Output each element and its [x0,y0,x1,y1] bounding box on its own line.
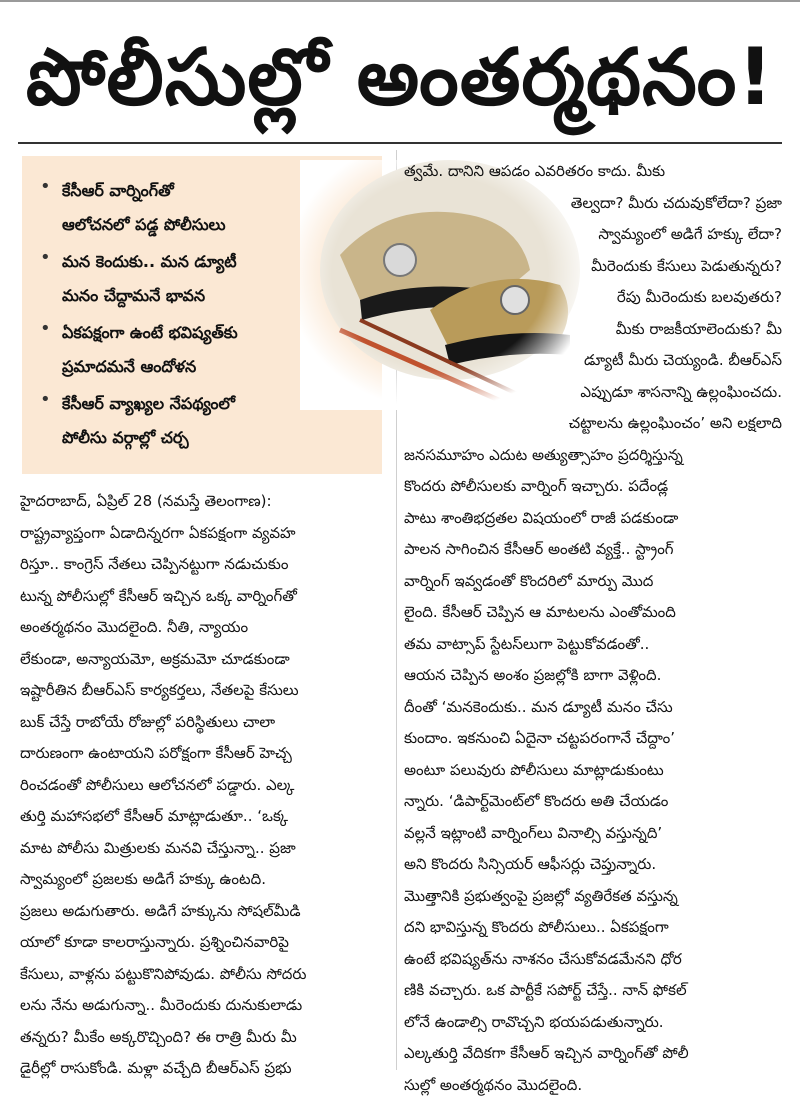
headline-rule [18,142,782,144]
text-line: త్వమే. దానిని ఆపడం ఎవరితరం కాదు. మీకు [404,156,782,188]
highlight-line: మన కెందుకు.. మన డ్యూటీ [62,245,382,279]
text-line: రిస్తూ.. కాంగ్రెస్ నేతలు చెప్పినట్టుగా నడుచుకుం [20,549,392,581]
text-line: తుర్తి మహాసభలో కేసీఆర్ మాట్లాడుతూ.. ‘ఒక్క [20,801,392,833]
dateline: హైదరాబాద్, ఏప్రిల్ 28 (నమస్తే తెలంగాణ): [20,486,392,518]
text-line: డ్యూటీ మీరు చెయ్యండి. బీఆర్ఎస్ [404,345,782,377]
highlight-line: ప్రమాదమనే ఆందోళన [62,350,382,384]
text-line: వల్లనే ఇట్లాంటి వార్నింగ్‌లు వినాల్సి వస్తున్నది’ [404,818,782,850]
text-line: ఇష్టారీతిన బీఆర్ఎస్ కార్యకర్తలు, నేతలపై కేసులు [20,675,392,707]
text-line: లను నేను అడుగున్నా.. మీరెందుకు దునుకులాడు [20,990,392,1022]
highlight-line: పోలీసు వర్గాల్లో చర్చ [62,421,382,455]
text-line: ఆయన చెప్పిన అంశం ప్రజల్లోకి బాగా వెళ్లింది. [404,660,782,692]
text-line: తమ వాట్సాప్ స్టేటస్‌లుగా పెట్టుకోవడంతో.. [404,629,782,661]
text-line: తన్నరు? మీకేం అక్కరొచ్చింది? ఈ రాత్రి మీరు మీ [20,1022,392,1054]
text-line: యాలో కూడా కాలరాస్తున్నారు. ప్రశ్నించినవారిపై [20,927,392,959]
article-column-right [404,156,782,1101]
text-line: లేకుండా, అన్యాయమో, అక్రమమో చూడకుండా [20,644,392,676]
bullet-icon: • [40,389,51,410]
text-line: డైరీల్లో రాసుకోండి. మళ్లా వచ్చేది బీఆర్ఎస్ ప్రభు [20,1053,392,1085]
highlight-line: కేసీఆర్ వార్నింగ్‌తో [62,174,382,208]
text-line: ఎప్పుడూ శాసనాన్ని ఉల్లంఘించదు. [404,377,782,409]
text-line: చట్టాలను ఉల్లంఘించం’ అని లక్షలాది [404,408,782,440]
bullet-icon: • [40,247,51,268]
text-line: పాటు శాంతిభద్రతల విషయంలో రాజీ పడకుండా [404,503,782,535]
text-line: మాట పోలీసు మిత్రులకు మనవి చేస్తున్నా.. ప్రజా [20,833,392,865]
text-line: అంతర్మథనం మొదలైంది. నీతి, న్యాయం [20,612,392,644]
text-line: పాలన సాగించిన కేసీఆర్ అంతటి వ్యక్తే.. స్ట్రాంగ్ [404,534,782,566]
text-line: అని కొందరు సిన్సియర్ ఆఫీసర్లు చెప్తున్నారు. [404,849,782,881]
text-line: దారుణంగా ఉంటాయని పరోక్షంగా కేసీఆర్ హెచ్చ [20,738,392,770]
text-line: జనసమూహం ఎదుట అత్యుత్సాహం ప్రదర్శిస్తున్న [404,440,782,472]
text-line: దని భావిస్తున్న కొందరు పోలీసులు.. ఏకపక్షంగా [404,912,782,944]
text-line: మొత్తానికి ప్రభుత్వంపై ప్రజల్లో వ్యతిరేకత వస్తున్న [404,881,782,913]
text-line: రేపు మీరెందుకు బలవుతరు? [404,282,782,314]
text-line: అంటూ పలువురు పోలీసులు మాట్లాడుకుంటు [404,755,782,787]
bullet-icon: • [40,176,51,197]
highlight-line: ఆలోచనలో పడ్డ పోలీసులు [62,208,382,242]
text-line: లోనే ఉండాల్సి రావొచ్చని భయపడుతున్నారు. [404,1007,782,1039]
text-line: సుల్లో అంతర్మథనం మొదలైంది. [404,1070,782,1101]
bullet-icon: • [40,318,51,339]
text-line: కొందరు పోలీసులకు వార్నింగ్ ఇచ్చారు. పదేండ్ల [404,471,782,503]
text-line: కుందాం. ఇకనుంచి ఏదైనా చట్టపరంగానే చేద్దాం’ [404,723,782,755]
text-line: మీరెందుకు కేసులు పెడుతున్నరు? [404,251,782,283]
text-line: వార్నింగ్ ఇవ్వడంతో కొందరిలో మార్పు మొద [404,566,782,598]
text-line: ఎల్కతుర్తి వేదికగా కేసీఆర్ ఇచ్చిన వార్నింగ్‌తో పోలీ [404,1038,782,1070]
highlight-line: కేసీఆర్ వ్యాఖ్యల నేపథ్యంలో [62,387,382,421]
text-line: స్వామ్యంలో ప్రజలకు అడిగే హక్కు ఉంటది. [20,864,392,896]
text-line: న్నారు. ‘డిపార్ట్‌మెంట్‌లో కొందరు అతి చేయడం [404,786,782,818]
highlight-line: ఏకపక్షంగా ఉంటే భవిష్యత్‌కు [62,316,382,350]
text-line: మీకు రాజకీయాలెందుకు? మీ [404,314,782,346]
text-line: బుక్ చేస్తే రాబోయే రోజుల్లో పరిస్థితులు చాలా [20,707,392,739]
text-line: స్వామ్యంలో అడిగే హక్కు లేదా? [404,219,782,251]
text-line: ఉంటే భవిష్యత్‌ను నాశనం చేసుకోవడమేనని ధోర [404,944,782,976]
text-line: టున్న పోలీసుల్లో కేసీఆర్ ఇచ్చిన ఒక్క వార్నింగ్‌తో [20,581,392,613]
top-rule [0,0,800,2]
highlight-line: మనం చేద్దామనే భావన [62,279,382,313]
text-line: రాష్ట్రవ్యాప్తంగా ఏడాదిన్నరగా ఏకపక్షంగా వ్యవహ [20,518,392,550]
text-line: లైంది. కేసీఆర్ చెప్పిన ఆ మాటలను ఎంతోమంది [404,597,782,629]
text-line: రించడంతో పోలీసులు ఆలోచనలో పడ్డారు. ఎల్క [20,770,392,802]
headline: పోలీసుల్లో అంతర్మథనం! [0,18,800,138]
article-column-left [20,486,392,1085]
text-line: తెల్వదా? మీరు చదువుకోలేదా? ప్రజా [404,188,782,220]
text-line: దీంతో ‘మనకెందుకు.. మన డ్యూటీ మనం చేసు [404,692,782,724]
text-line: ప్రజలు అడుగుతారు. అడిగే హక్కును సోషల్‌మీడి [20,896,392,928]
text-line: ణికి వచ్చారు. ఒక పార్టీకే సపోర్ట్ చేస్తే.. నాన్ ఫోకల్ [404,975,782,1007]
text-line: కేసులు, వాళ్లను పట్టుకొనిపోవుడు. పోలీసు సోదరు [20,959,392,991]
